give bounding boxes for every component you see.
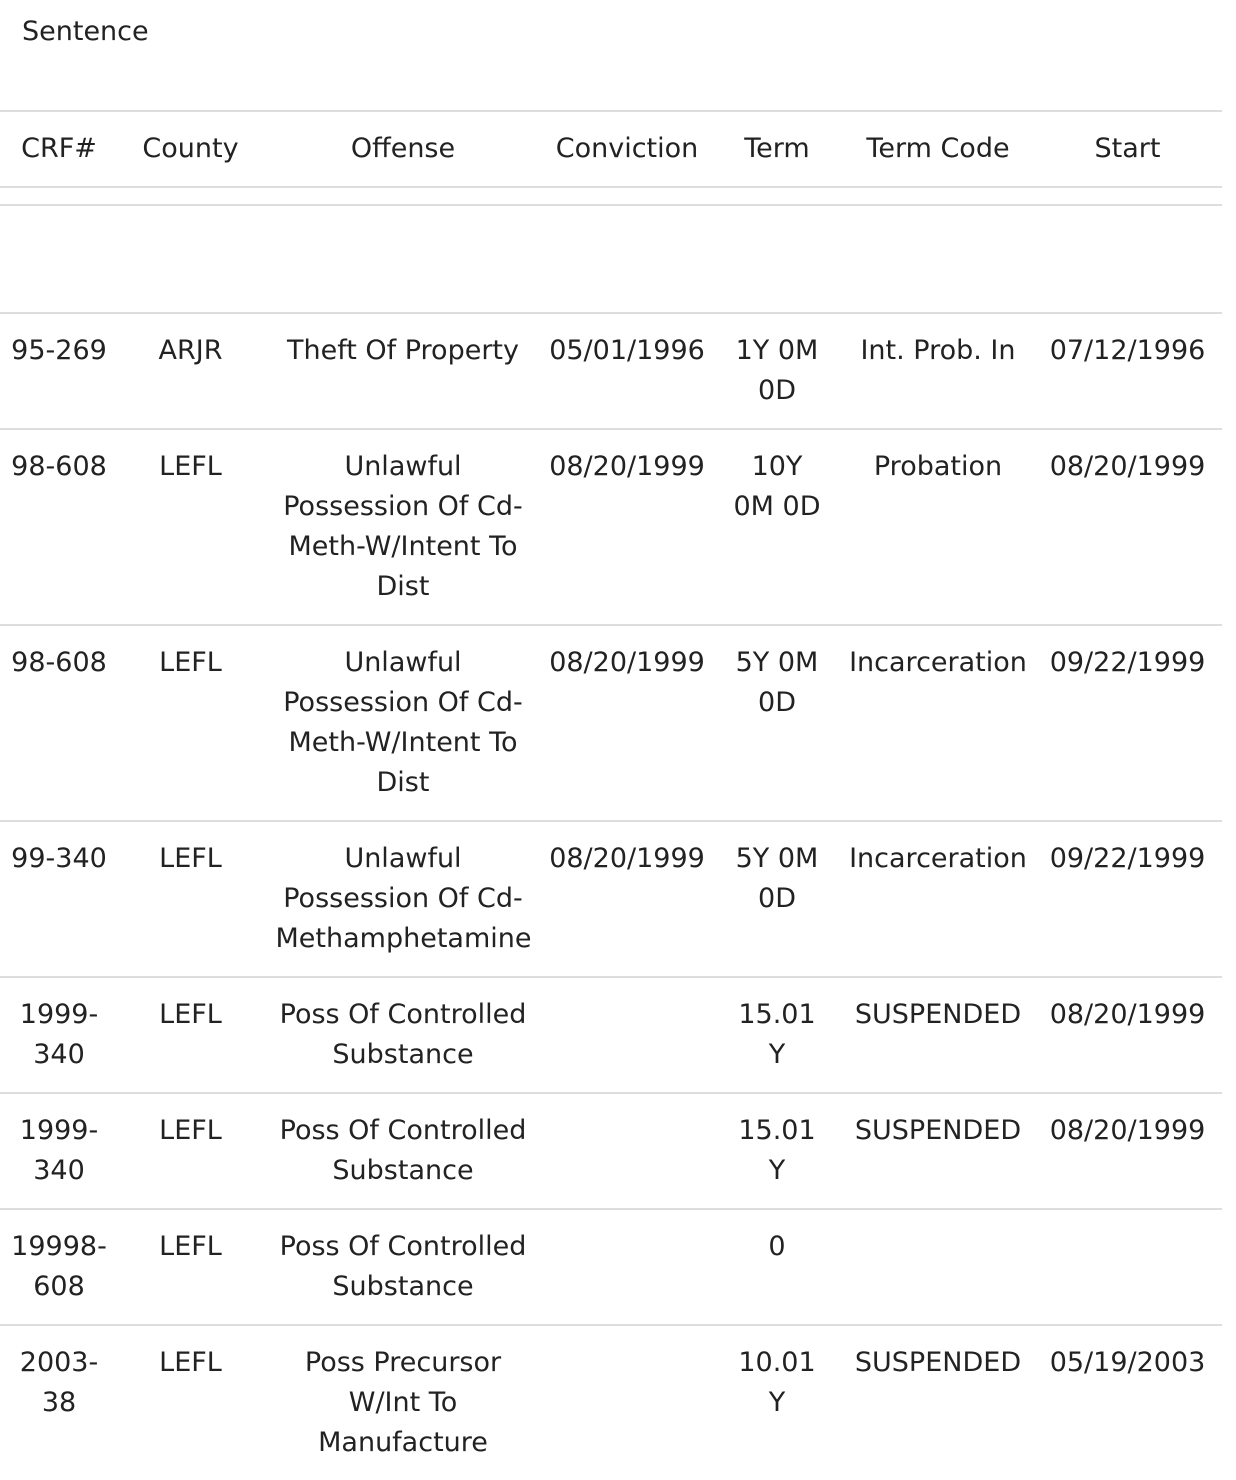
table-row (0, 977, 1222, 1093)
cell-start-text: 05/19/2003 (1049, 1347, 1206, 1378)
cell-term-code (843, 429, 1033, 625)
cell-offense (263, 1093, 543, 1209)
header-term[interactable]: Term (744, 133, 810, 164)
cell-conviction-text: 08/20/1999 (549, 451, 705, 482)
cell-term-text: 10Y 0M 0D (733, 451, 821, 522)
cell-conviction (543, 313, 711, 429)
empty-cell (0, 205, 1222, 313)
cell-crf (0, 821, 118, 977)
sentence-table (0, 110, 1222, 1480)
cell-crf-text: 99-340 (11, 843, 107, 874)
cell-conviction (543, 429, 711, 625)
cell-offense-text: Unlawful Possession Of Cd-Meth-W/Intent To Dist (283, 451, 523, 602)
header-county[interactable]: County (142, 133, 239, 164)
cell-conviction (543, 625, 711, 821)
cell-term-code (843, 625, 1033, 821)
cell-start (1033, 625, 1222, 821)
header-offense[interactable]: Offense (350, 133, 456, 164)
cell-term-code-text: Probation (873, 451, 1003, 482)
table-row (0, 625, 1222, 821)
cell-term-text: 1Y 0M 0D (735, 335, 819, 406)
cell-offense (263, 625, 543, 821)
header-conviction[interactable]: Conviction (555, 133, 699, 164)
cell-county-text: LEFL (159, 843, 222, 874)
cell-crf (0, 1093, 118, 1209)
cell-start-text: 09/22/1999 (1049, 843, 1206, 874)
cell-county-text: LEFL (159, 1231, 222, 1262)
cell-term-code (843, 821, 1033, 977)
cell-county (118, 821, 263, 977)
table-header (0, 111, 1222, 187)
cell-term (711, 1209, 843, 1325)
header-gap-row (0, 187, 1222, 205)
header-start[interactable]: Start (1094, 133, 1161, 164)
cell-term-code-text: SUSPENDED (854, 1347, 1022, 1378)
cell-start-text: 09/22/1999 (1049, 647, 1206, 678)
cell-county-text: ARJR (158, 335, 223, 366)
cell-county (118, 1093, 263, 1209)
cell-crf-text: 98-608 (11, 451, 107, 482)
cell-term (711, 313, 843, 429)
cell-offense-text: Poss Precursor W/Int To Manufacture (304, 1347, 502, 1458)
cell-conviction-text: 08/20/1999 (549, 843, 705, 874)
cell-term-code (843, 1093, 1033, 1209)
cell-start-text: 08/20/1999 (1049, 451, 1206, 482)
cell-term-code (843, 313, 1033, 429)
cell-term-code-text: SUSPENDED (854, 1115, 1022, 1146)
cell-county (118, 429, 263, 625)
header-term-code[interactable]: Term Code (866, 133, 1010, 164)
table-row (0, 1209, 1222, 1325)
cell-term (711, 977, 843, 1093)
section-title: Sentence (22, 16, 149, 47)
cell-offense (263, 313, 543, 429)
cell-term-code-text: SUSPENDED (854, 999, 1022, 1030)
cell-offense (263, 821, 543, 977)
cell-term-code-text: Incarceration (849, 843, 1027, 874)
cell-start (1033, 821, 1222, 977)
cell-term-text: 5Y 0M 0D (735, 647, 819, 718)
cell-term (711, 625, 843, 821)
cell-crf-text: 1999-340 (19, 999, 99, 1070)
cell-crf (0, 625, 118, 821)
cell-crf (0, 977, 118, 1093)
cell-start (1033, 1093, 1222, 1209)
cell-start (1033, 429, 1222, 625)
empty-row (0, 205, 1222, 313)
cell-offense-text: Unlawful Possession Of Cd-Methamphetamine (275, 843, 532, 954)
cell-term-code (843, 977, 1033, 1093)
cell-term (711, 821, 843, 977)
header-crf[interactable]: CRF# (21, 133, 97, 164)
cell-start-text: 07/12/1996 (1049, 335, 1206, 366)
header-row (0, 111, 1222, 187)
cell-start (1033, 1325, 1222, 1480)
cell-conviction-text: 08/20/1999 (549, 647, 705, 678)
cell-term-code-text: Incarceration (849, 647, 1027, 678)
table-row (0, 1325, 1222, 1480)
cell-term (711, 1093, 843, 1209)
cell-county (118, 1209, 263, 1325)
cell-start (1033, 977, 1222, 1093)
table-row (0, 313, 1222, 429)
table-body (0, 187, 1222, 1480)
cell-offense-text: Poss Of Controlled Substance (279, 999, 527, 1070)
cell-county (118, 313, 263, 429)
cell-crf-text: 19998-608 (11, 1231, 107, 1302)
cell-term-code (843, 1325, 1033, 1480)
cell-offense-text: Theft Of Property (286, 335, 519, 366)
header-gap-cell (0, 187, 1222, 205)
cell-term (711, 429, 843, 625)
cell-crf (0, 313, 118, 429)
cell-conviction (543, 821, 711, 977)
cell-county-text: LEFL (159, 999, 222, 1030)
cell-conviction-text: 05/01/1996 (549, 335, 705, 366)
cell-county (118, 977, 263, 1093)
cell-term-code (843, 1209, 1033, 1325)
cell-county-text: LEFL (159, 1115, 222, 1146)
cell-conviction (543, 1093, 711, 1209)
cell-term-text: 0 (768, 1231, 786, 1262)
cell-offense-text: Poss Of Controlled Substance (279, 1115, 527, 1186)
cell-county-text: LEFL (159, 1347, 222, 1378)
cell-crf (0, 1325, 118, 1480)
cell-term-text: 10.01 Y (738, 1347, 816, 1418)
sentence-table-container (0, 110, 1222, 1480)
cell-crf (0, 429, 118, 625)
cell-term (711, 1325, 843, 1480)
cell-crf-text: 98-608 (11, 647, 107, 678)
cell-conviction (543, 977, 711, 1093)
cell-conviction (543, 1325, 711, 1480)
cell-crf-text: 95-269 (11, 335, 107, 366)
cell-term-text: 15.01 Y (738, 999, 816, 1070)
cell-start-text: 08/20/1999 (1049, 1115, 1206, 1146)
cell-term-text: 5Y 0M 0D (735, 843, 819, 914)
cell-county (118, 625, 263, 821)
table-row (0, 821, 1222, 977)
cell-offense (263, 1325, 543, 1480)
cell-crf-text: 1999-340 (19, 1115, 99, 1186)
cell-crf (0, 1209, 118, 1325)
cell-term-code-text: Int. Prob. In (860, 335, 1016, 366)
cell-offense (263, 977, 543, 1093)
table-row (0, 1093, 1222, 1209)
table-row (0, 429, 1222, 625)
cell-county-text: LEFL (159, 451, 222, 482)
cell-start (1033, 1209, 1222, 1325)
cell-offense (263, 1209, 543, 1325)
cell-start (1033, 313, 1222, 429)
cell-county (118, 1325, 263, 1480)
cell-term-text: 15.01 Y (738, 1115, 816, 1186)
cell-offense (263, 429, 543, 625)
cell-start-text: 08/20/1999 (1049, 999, 1206, 1030)
cell-offense-text: Unlawful Possession Of Cd-Meth-W/Intent To Dist (283, 647, 523, 798)
cell-crf-text: 2003-38 (19, 1347, 99, 1418)
cell-offense-text: Poss Of Controlled Substance (279, 1231, 527, 1302)
cell-county-text: LEFL (159, 647, 222, 678)
cell-conviction (543, 1209, 711, 1325)
